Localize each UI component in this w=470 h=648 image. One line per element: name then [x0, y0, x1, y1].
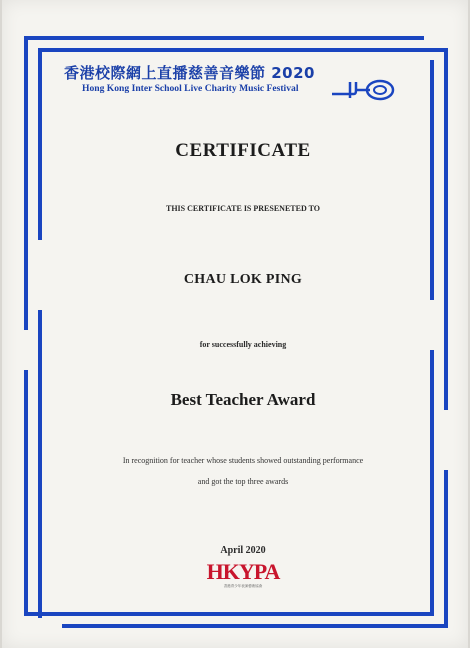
issue-date: April 2020 — [220, 545, 266, 556]
recognition-line-2: and got the top three awards — [197, 477, 289, 486]
certificate-title: CERTIFICATE — [175, 140, 311, 161]
border-gap — [22, 330, 30, 370]
border-line-outer-left — [24, 36, 28, 616]
certificate-paper — [2, 0, 468, 648]
organization-logo: HKYPA — [206, 559, 280, 584]
border-line-inner-left — [38, 48, 42, 618]
border-line-inner-top — [38, 48, 448, 52]
recognition-line-1: In recognition for teacher whose students showed outstanding performance — [122, 456, 364, 465]
festival-title-english: Hong Kong Inter School Live Charity Music Festival — [82, 83, 299, 94]
border-line-outer-top — [24, 36, 424, 40]
border-line-inner-right — [444, 48, 448, 628]
festival-title-chinese: 香港校際網上直播慈善音樂節 2020 — [64, 64, 315, 82]
border-line-outer-bottom — [24, 612, 434, 616]
recipient-name: CHAU LOK PING — [183, 272, 303, 287]
award-name: Best Teacher Award — [170, 390, 316, 409]
festival-logo-icon — [332, 76, 396, 102]
presented-to-line: THIS CERTIFICATE IS PRESENETED TO — [166, 204, 320, 213]
organization-logo-subtitle: 香港青少年表演藝術協會 — [223, 584, 263, 588]
achieving-line: for successfully achieving — [199, 340, 287, 349]
border-line-inner-bottom — [62, 624, 448, 628]
